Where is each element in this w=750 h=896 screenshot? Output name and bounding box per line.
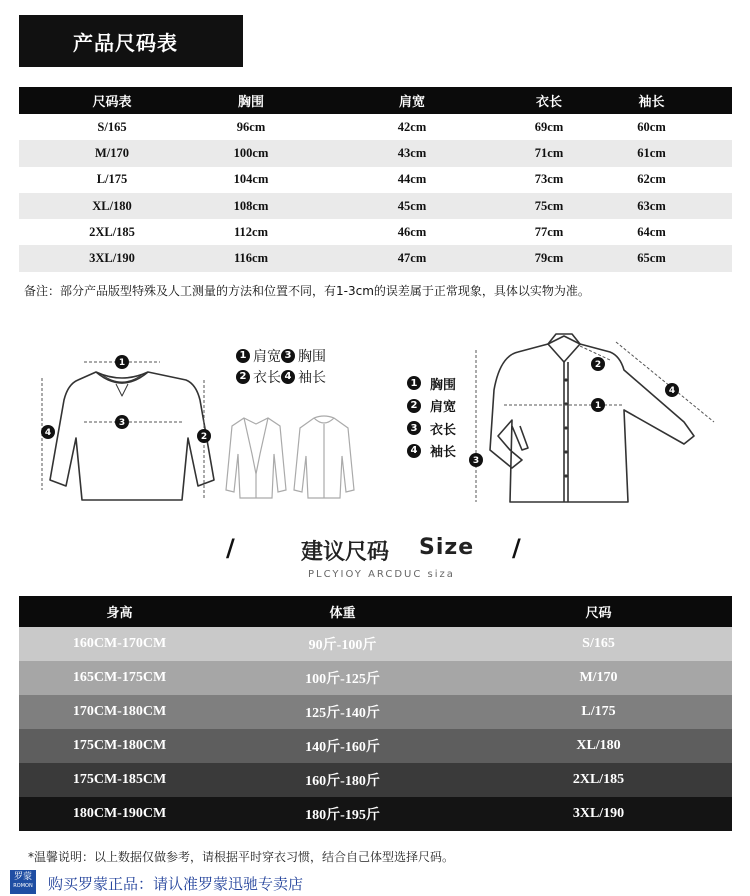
cell-length: 71cm xyxy=(534,145,564,160)
tip-note: *温馨说明：以上数据仅做参考，请根据平时穿衣习惯，结合自己体型选择尺码。 xyxy=(28,850,455,864)
cell-shoulder: 45cm xyxy=(397,198,427,213)
svg-text:1: 1 xyxy=(594,401,602,411)
recommend-title-cn: 建议尺码 xyxy=(301,540,390,565)
legend-label: 袖长 xyxy=(298,369,326,386)
svg-text:2: 2 xyxy=(594,360,602,370)
header-chest: 胸围 xyxy=(237,95,264,110)
cell-chest: 108cm xyxy=(233,198,269,213)
table-row xyxy=(19,797,732,831)
table-row xyxy=(19,245,732,271)
cell-weight: 140斤-160斤 xyxy=(305,740,380,755)
legend-number: 3 xyxy=(407,421,421,435)
legend-row xyxy=(407,395,456,418)
table-row xyxy=(19,729,732,763)
brand-logo-cn: 罗蒙 xyxy=(13,872,32,882)
cell-height: 165CM-175CM xyxy=(72,670,167,685)
cell-height: 180CM-190CM xyxy=(72,806,167,821)
cell-sleeve: 63cm xyxy=(637,198,666,213)
page-title: 产品尺码表 xyxy=(73,31,178,55)
header-shoulder: 肩宽 xyxy=(398,95,425,110)
legend-label: 胸围 xyxy=(298,348,326,365)
cell-height: 170CM-180CM xyxy=(72,704,167,719)
legend-number: 1 xyxy=(407,376,421,390)
cell-length: 75cm xyxy=(534,198,564,213)
cell-shoulder: 47cm xyxy=(397,251,427,266)
cell-height: 175CM-185CM xyxy=(72,772,167,787)
slash-left: / xyxy=(226,534,235,562)
recommend-title-en: Size xyxy=(419,535,475,560)
cell-sleeve: 62cm xyxy=(637,172,666,187)
slash-right: / xyxy=(512,534,521,562)
table-row xyxy=(19,219,732,245)
recommend-heading xyxy=(0,534,750,564)
legend-number: 4 xyxy=(281,370,295,384)
cell-sleeve: 61cm xyxy=(637,145,666,160)
header-weight: 体重 xyxy=(329,606,356,621)
cell-size: S/165 xyxy=(97,119,127,134)
cell-size: M/170 xyxy=(579,670,618,685)
cell-size: 3XL/190 xyxy=(572,806,625,821)
legend-row xyxy=(407,440,456,463)
header-size: 尺码 xyxy=(585,606,612,621)
blazer-sketch-icon xyxy=(224,414,288,500)
cell-sleeve: 60cm xyxy=(637,119,666,134)
measure-legend-left xyxy=(236,345,326,387)
legend-label: 胸围 xyxy=(430,377,457,393)
cell-chest: 100cm xyxy=(233,145,269,160)
footer-store-notice: 购买罗蒙正品：请认准罗蒙迅驰专卖店 xyxy=(48,875,304,893)
size-table xyxy=(19,87,732,272)
measurement-note: 备注：部分产品版型特殊及人工测量的方法和位置不同，有1-3cm的误差属于正常现象，具体以实物为准。 xyxy=(24,284,590,298)
svg-text:3: 3 xyxy=(118,418,126,428)
size-table-header xyxy=(19,87,732,114)
header-height: 身高 xyxy=(106,606,133,621)
legend-label: 肩宽 xyxy=(430,400,457,416)
cell-size: 3XL/190 xyxy=(89,251,135,266)
cell-length: 73cm xyxy=(534,172,564,187)
cell-size: S/165 xyxy=(582,636,615,651)
cell-chest: 116cm xyxy=(233,251,269,266)
cell-size: M/170 xyxy=(94,145,130,160)
legend-row xyxy=(236,366,326,387)
shirt-diagram xyxy=(464,330,724,510)
cell-size: L/175 xyxy=(581,704,616,719)
svg-text:4: 4 xyxy=(668,386,676,396)
cell-shoulder: 44cm xyxy=(397,172,427,187)
brand-logo-en: ROMON xyxy=(13,883,33,889)
recommend-table-header xyxy=(19,596,732,627)
table-row xyxy=(19,661,732,695)
legend-number: 2 xyxy=(407,399,421,413)
table-row xyxy=(19,167,732,193)
header-size: 尺码表 xyxy=(92,95,132,110)
measure-legend-right xyxy=(407,372,456,462)
cell-chest: 96cm xyxy=(236,119,266,134)
cell-height: 160CM-170CM xyxy=(72,636,167,651)
table-row xyxy=(19,627,732,661)
cell-chest: 104cm xyxy=(233,172,269,187)
header-length: 衣长 xyxy=(535,95,562,110)
cell-length: 69cm xyxy=(534,119,564,134)
table-row xyxy=(19,763,732,797)
cell-shoulder: 43cm xyxy=(397,145,427,160)
cell-chest: 112cm xyxy=(233,224,269,239)
cell-weight: 90斤-100斤 xyxy=(308,638,377,653)
header-sleeve: 袖长 xyxy=(638,95,665,110)
cell-shoulder: 46cm xyxy=(397,224,427,239)
cell-sleeve: 64cm xyxy=(637,224,666,239)
table-row xyxy=(19,140,732,166)
legend-number: 1 xyxy=(236,349,250,363)
cell-size: 2XL/185 xyxy=(572,772,625,787)
table-row xyxy=(19,114,732,140)
table-row xyxy=(19,193,732,219)
table-row xyxy=(19,695,732,729)
cell-weight: 125斤-140斤 xyxy=(305,706,380,721)
cell-weight: 160斤-180斤 xyxy=(305,774,380,789)
cell-length: 79cm xyxy=(534,251,564,266)
legend-row xyxy=(407,417,456,440)
legend-label: 肩宽 xyxy=(253,348,281,365)
cell-size: L/175 xyxy=(96,172,128,187)
cell-sleeve: 65cm xyxy=(637,251,666,266)
svg-text:4: 4 xyxy=(44,428,52,438)
legend-number: 2 xyxy=(236,370,250,384)
legend-row xyxy=(236,345,326,366)
recommend-table xyxy=(19,596,732,831)
legend-label: 袖长 xyxy=(430,445,457,461)
cell-height: 175CM-180CM xyxy=(72,738,167,753)
legend-number: 3 xyxy=(281,349,295,363)
recommend-subtitle: PLCYIOY ARCDUC siza xyxy=(308,569,455,580)
sweater-diagram xyxy=(36,350,226,510)
legend-row xyxy=(407,372,456,395)
cell-weight: 100斤-125斤 xyxy=(305,672,380,687)
svg-text:3: 3 xyxy=(472,456,480,466)
svg-text:1: 1 xyxy=(118,358,126,368)
cell-size: XL/180 xyxy=(92,198,132,213)
cell-size: XL/180 xyxy=(576,738,621,753)
title-banner xyxy=(19,15,243,67)
svg-text:2: 2 xyxy=(200,432,208,442)
cell-length: 77cm xyxy=(534,224,564,239)
legend-label: 衣长 xyxy=(253,369,281,386)
jacket-sketch-icon xyxy=(292,414,356,500)
cell-weight: 180斤-195斤 xyxy=(305,808,380,823)
brand-logo xyxy=(10,870,36,894)
cell-shoulder: 42cm xyxy=(397,119,427,134)
cell-size: 2XL/185 xyxy=(89,224,135,239)
legend-label: 衣长 xyxy=(430,422,457,438)
legend-number: 4 xyxy=(407,444,421,458)
